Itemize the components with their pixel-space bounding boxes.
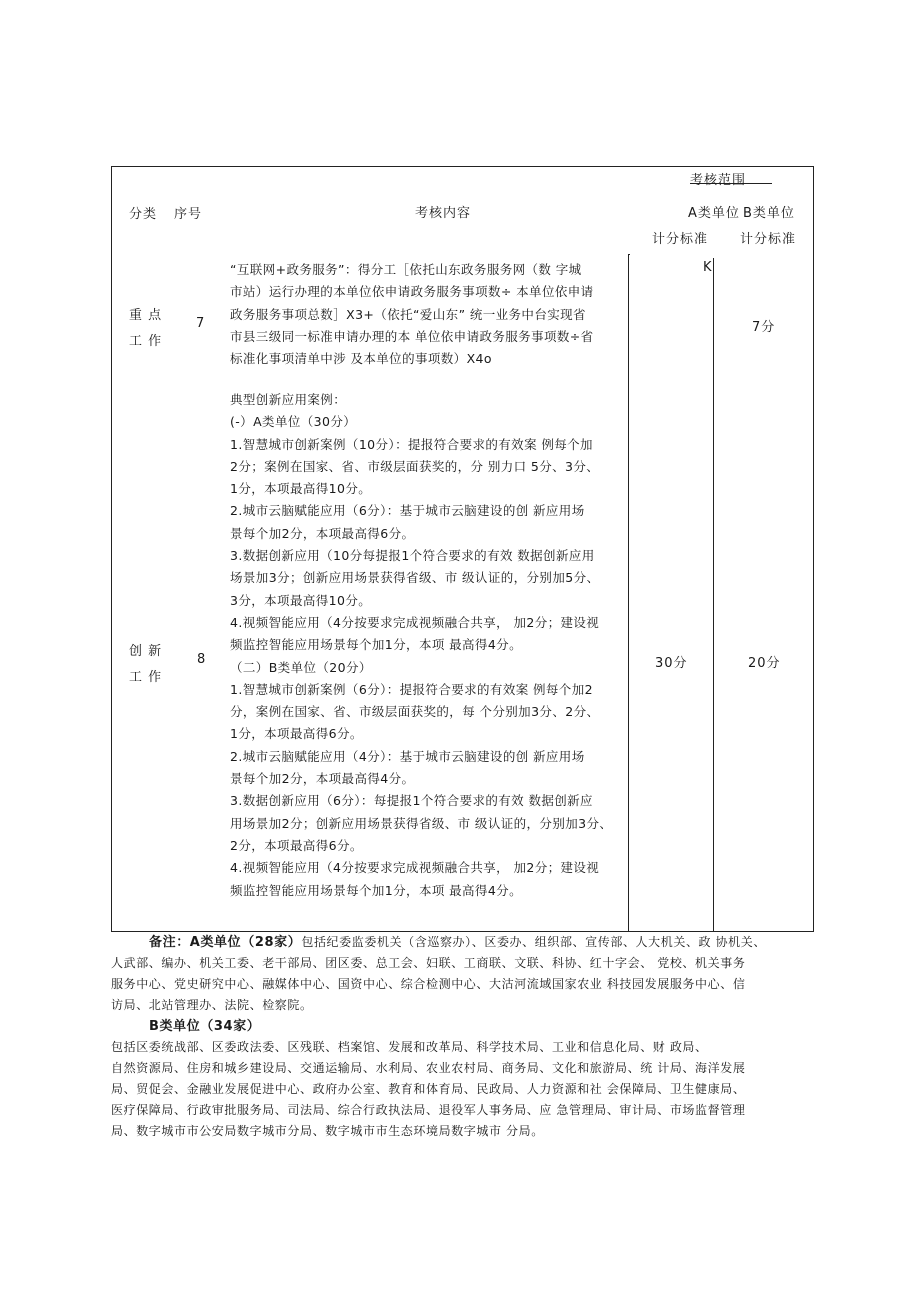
content-line: 景每个加2分，本项最高得4分。 bbox=[230, 771, 415, 787]
score-column-divider bbox=[713, 258, 714, 932]
content-line: 用场景加2分；创新应用场景获得省级、市 级认证的，分别加3分、 bbox=[230, 815, 613, 831]
content-line: 1分，本项最高得10分。 bbox=[230, 481, 372, 497]
note-b-line: 包括区委统战部、区委政法委、区残联、档案馆、发展和改革局、科学技术局、工业和信息化局、财 政局、 bbox=[111, 1040, 708, 1054]
note-a-line: 人武部、编办、机关工委、老干部局、团区委、总工会、妇联、工商联、文联、科协、红十字会、 党校、机关事务 bbox=[111, 956, 746, 970]
row-2-score-b: 20分 bbox=[748, 656, 781, 671]
note-a-line: 服务中心、党史研究中心、融媒体中心、国资中心、综合检测中心、大沽河流域国家农业 科技园发展服务中心、信 bbox=[111, 977, 746, 991]
content-line: 2.城市云脑赋能应用（4分）：基于城市云脑建设的创 新应用场 bbox=[230, 748, 585, 764]
content-line: 市县三级同一标准申请办理的本 单位依申请政务服务事项数÷省 bbox=[230, 328, 594, 344]
note-b-line: 医疗保障局、行政审批服务局、司法局、综合行政执法局、退役军人事务局、应 急管理局、审计局、市场监督管理 bbox=[111, 1103, 746, 1117]
column-header-b: B类单位 bbox=[743, 206, 795, 221]
content-line: 2分；案例在国家、省、市级层面获奖的，分 别力口 5分、3分、 bbox=[230, 458, 600, 474]
column-header-content: 考核内容 bbox=[415, 206, 472, 221]
content-line: 市站）运行办理的本单位依申请政务服务事项数÷ 本单位依申请 bbox=[230, 284, 594, 300]
note-b-label: B类单位（34家） bbox=[149, 1019, 261, 1034]
content-line: 1.智慧城市创新案例（6分）：提报符合要求的有效案 例每个加2 bbox=[230, 681, 593, 697]
content-line: 景每个加2分，本项最高得6分。 bbox=[230, 525, 415, 541]
column-header-category: 分类 bbox=[129, 207, 158, 222]
content-line: (-）A类单位（30分） bbox=[230, 414, 357, 430]
row-1-category-line1: 重 点 bbox=[129, 308, 163, 323]
content-line: 政务服务事项总数］X3+（依托“爱山东” 统一业务中台实现省 bbox=[230, 306, 586, 322]
content-line: 典型创新应用案例： bbox=[230, 392, 347, 407]
content-line: 场景加3分；创新应用场景获得省级、市 级认证的，分别加5分、 bbox=[230, 570, 600, 586]
row-2-category-line1: 创 新 bbox=[129, 644, 163, 659]
table-border-left bbox=[111, 166, 112, 932]
row-1-category-line2: 工 作 bbox=[129, 334, 163, 349]
row-2-content bbox=[230, 389, 630, 902]
note-a-line: 包括纪委监委机关（含巡察办）、区委办、组织部、宣传部、人大机关、政 协机关、 bbox=[301, 935, 766, 949]
content-line: 分，案例在国家、省、市级层面获奖的，每 个分别加3分、2分、 bbox=[230, 704, 600, 720]
note-a-first-line bbox=[111, 932, 823, 953]
column-header-seq: 序号 bbox=[174, 207, 203, 222]
content-line: 标准化事项清单中涉 及本单位的事项数）X4o bbox=[230, 351, 492, 367]
table-border-right bbox=[813, 166, 814, 932]
content-line: 1.智慧城市创新案例（10分）：提报符合要求的有效案 例每个加 bbox=[230, 436, 593, 452]
table-border-top bbox=[111, 166, 814, 167]
content-line: 4.视频智能应用（4分按要求完成视频融合共享， 加2分；建设视 bbox=[230, 614, 600, 630]
row-1-score-b: 7分 bbox=[752, 320, 776, 335]
content-line: “互联网+政务服务”：得分工［依托山东政务服务网（数 字城 bbox=[230, 262, 582, 277]
note-a-label: 备注：A类单位（28家） bbox=[149, 935, 302, 950]
row-1-content bbox=[230, 259, 630, 370]
note-b-line: 局、数字城市市公安局数字城市分局、数字城市市生态环境局数字城市 分局。 bbox=[111, 1124, 544, 1138]
row-1-seq: 7 bbox=[196, 316, 206, 331]
content-line: 2分，本项最高得6分。 bbox=[230, 837, 363, 853]
column-header-a: A类单位 bbox=[688, 206, 740, 221]
content-line: 4.视频智能应用（4分按要求完成视频融合共享， 加2分；建设视 bbox=[230, 860, 600, 876]
content-line: 3.数据创新应用（6分）：每提报1个符合要求的有效 数据创新应 bbox=[230, 793, 593, 809]
content-line: 1分，本项最高得6分。 bbox=[230, 726, 363, 742]
content-line: 频监控智能应用场景每个加1分，本项 最高得4分。 bbox=[230, 637, 522, 653]
header-underline bbox=[628, 254, 630, 255]
content-line: 频监控智能应用场景每个加1分，本项 最高得4分。 bbox=[230, 882, 522, 898]
content-line: 3.数据创新应用（10分每提报1个符合要求的有效 数据创新应用 bbox=[230, 548, 595, 564]
row-2-score-a: 30分 bbox=[655, 656, 688, 671]
range-title: 考核范围 bbox=[690, 173, 747, 188]
note-a-line: 访局、北站管理办、法院、检察院。 bbox=[111, 998, 313, 1012]
row-1-marker: K bbox=[703, 260, 713, 275]
note-b-line: 局、贸促会、金融业发展促进中心、政府办公室、教育和体育局、民政局、人力资源和社 会保障局、卫生健康局、 bbox=[111, 1082, 746, 1096]
content-line: 3分，本项最高得10分。 bbox=[230, 592, 372, 608]
column-header-b-sub: 计分标准 bbox=[740, 232, 797, 247]
content-line: （二）B类单位（20分） bbox=[230, 659, 372, 675]
row-2-category-line2: 工 作 bbox=[129, 670, 163, 685]
column-header-a-sub: 计分标准 bbox=[652, 232, 709, 247]
notes bbox=[111, 932, 823, 1142]
content-line: 2.城市云脑赋能应用（6分）：基于城市云脑建设的创 新应用场 bbox=[230, 503, 585, 519]
row-2-seq: 8 bbox=[197, 652, 207, 667]
note-b-line: 自然资源局、住房和城乡建设局、交通运输局、水利局、农业农村局、商务局、文化和旅游局、统 计局、海洋发展 bbox=[111, 1061, 746, 1075]
note-b-title bbox=[111, 1016, 823, 1037]
